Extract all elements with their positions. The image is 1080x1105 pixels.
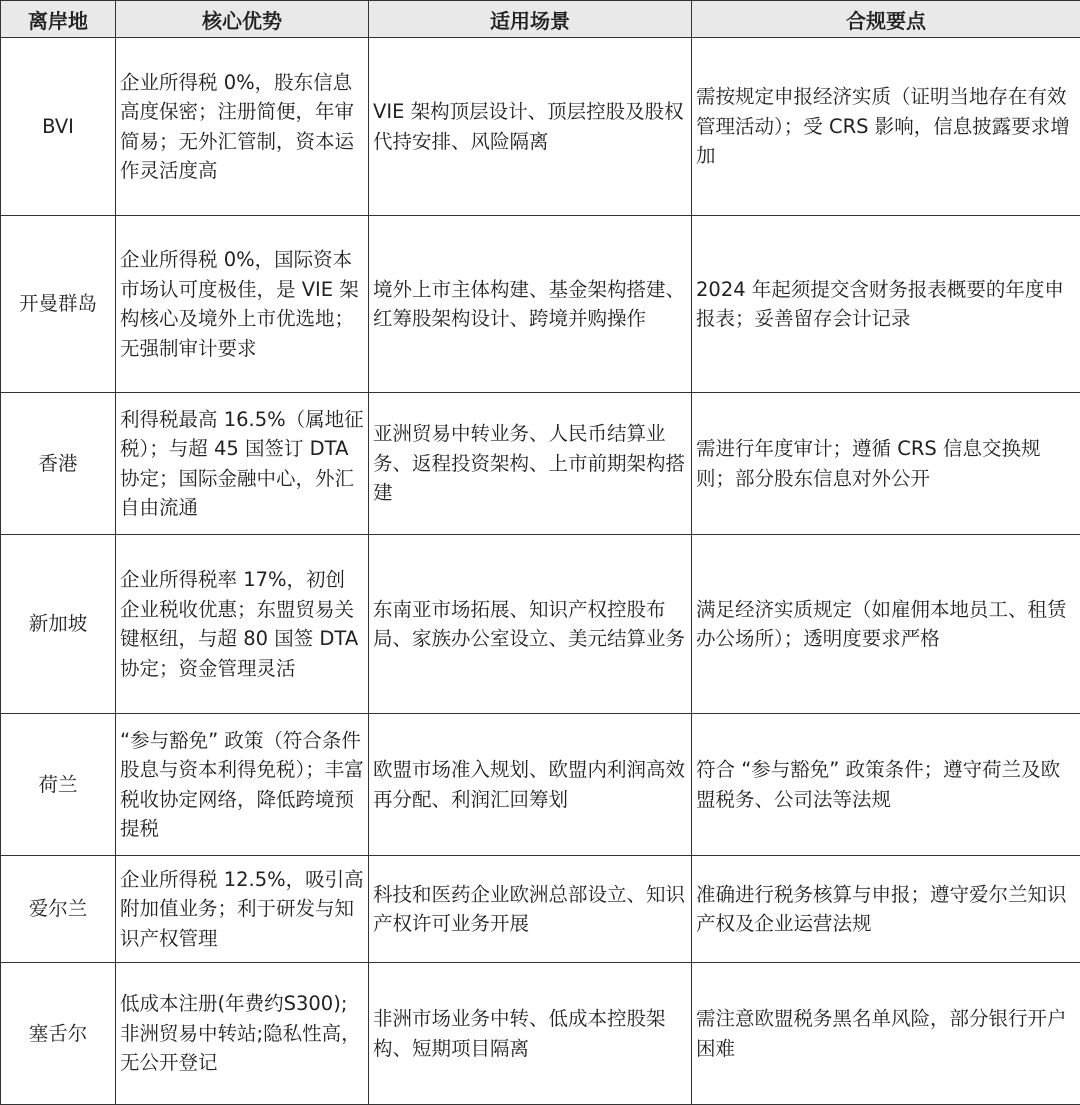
compliance-cell: 准确进行税务核算与申报；遵守爱尔兰知识产权及企业运营法规: [692, 856, 1080, 963]
advantages-cell: 企业所得税 0%，国际资本市场认可度极佳，是 VIE 架构核心及境外上市优选地；无强制审计要求: [116, 216, 369, 393]
location-cell: 荷兰: [1, 714, 116, 856]
advantages-cell: 企业所得税 0%，股东信息高度保密；注册简便，年审简易；无外汇管制，资本运作灵活度高: [116, 38, 369, 216]
scenarios-cell: 东南亚市场拓展、知识产权控股布局、家族办公室设立、美元结算业务: [369, 535, 692, 714]
compliance-cell: 符合 “参与豁免” 政策条件；遵守荷兰及欧盟税务、公司法等法规: [692, 714, 1080, 856]
header-location: 离岸地: [1, 1, 116, 38]
location-cell: 塞舌尔: [1, 963, 116, 1105]
location-cell: BVI: [1, 38, 116, 216]
table-row: [1, 535, 1080, 714]
compliance-cell: 需注意欧盟税务黑名单风险，部分银行开户困难: [692, 963, 1080, 1105]
table-row: [1, 856, 1080, 963]
scenarios-cell: 科技和医药企业欧洲总部设立、知识产权许可业务开展: [369, 856, 692, 963]
header-row: [1, 1, 1080, 38]
header-advantages: 核心优势: [116, 1, 369, 38]
header-scenarios: 适用场景: [369, 1, 692, 38]
scenarios-cell: 非洲市场业务中转、低成本控股架构、短期项目隔离: [369, 963, 692, 1105]
scenarios-cell: 境外上市主体构建、基金架构搭建、红筹股架构设计、跨境并购操作: [369, 216, 692, 393]
advantages-cell: “参与豁免” 政策（符合条件股息与资本利得免税）；丰富税收协定网络，降低跨境预提税: [116, 714, 369, 856]
table-row: [1, 393, 1080, 535]
compliance-cell: 满足经济实质规定（如雇佣本地员工、租赁办公场所）；透明度要求严格: [692, 535, 1080, 714]
compliance-cell: 需进行年度审计；遵循 CRS 信息交换规则；部分股东信息对外公开: [692, 393, 1080, 535]
table-row: [1, 38, 1080, 216]
scenarios-cell: VIE 架构顶层设计、顶层控股及股权代持安排、风险隔离: [369, 38, 692, 216]
scenarios-cell: 欧盟市场准入规划、欧盟内利润高效再分配、利润汇回筹划: [369, 714, 692, 856]
location-cell: 香港: [1, 393, 116, 535]
advantages-cell: 低成本注册(年费约S300);非洲贸易中转站;隐私性高，无公开登记: [116, 963, 369, 1105]
table-row: [1, 714, 1080, 856]
scenarios-cell: 亚洲贸易中转业务、人民币结算业务、返程投资架构、上市前期架构搭建: [369, 393, 692, 535]
advantages-cell: 企业所得税率 17%，初创企业税收优惠；东盟贸易关键枢纽，与超 80 国签 DTA 协定；资金管理灵活: [116, 535, 369, 714]
location-cell: 新加坡: [1, 535, 116, 714]
compliance-cell: 需按规定申报经济实质（证明当地存在有效管理活动）；受 CRS 影响，信息披露要求增加: [692, 38, 1080, 216]
compliance-cell: 2024 年起须提交含财务报表概要的年度申报表；妥善留存会计记录: [692, 216, 1080, 393]
header-compliance: 合规要点: [692, 1, 1080, 38]
location-cell: 爱尔兰: [1, 856, 116, 963]
table-row: [1, 216, 1080, 393]
table-row: [1, 963, 1080, 1105]
location-cell: 开曼群岛: [1, 216, 116, 393]
advantages-cell: 利得税最高 16.5%（属地征税）；与超 45 国签订 DTA 协定；国际金融中心，外汇自由流通: [116, 393, 369, 535]
advantages-cell: 企业所得税 12.5%，吸引高附加值业务；利于研发与知识产权管理: [116, 856, 369, 963]
